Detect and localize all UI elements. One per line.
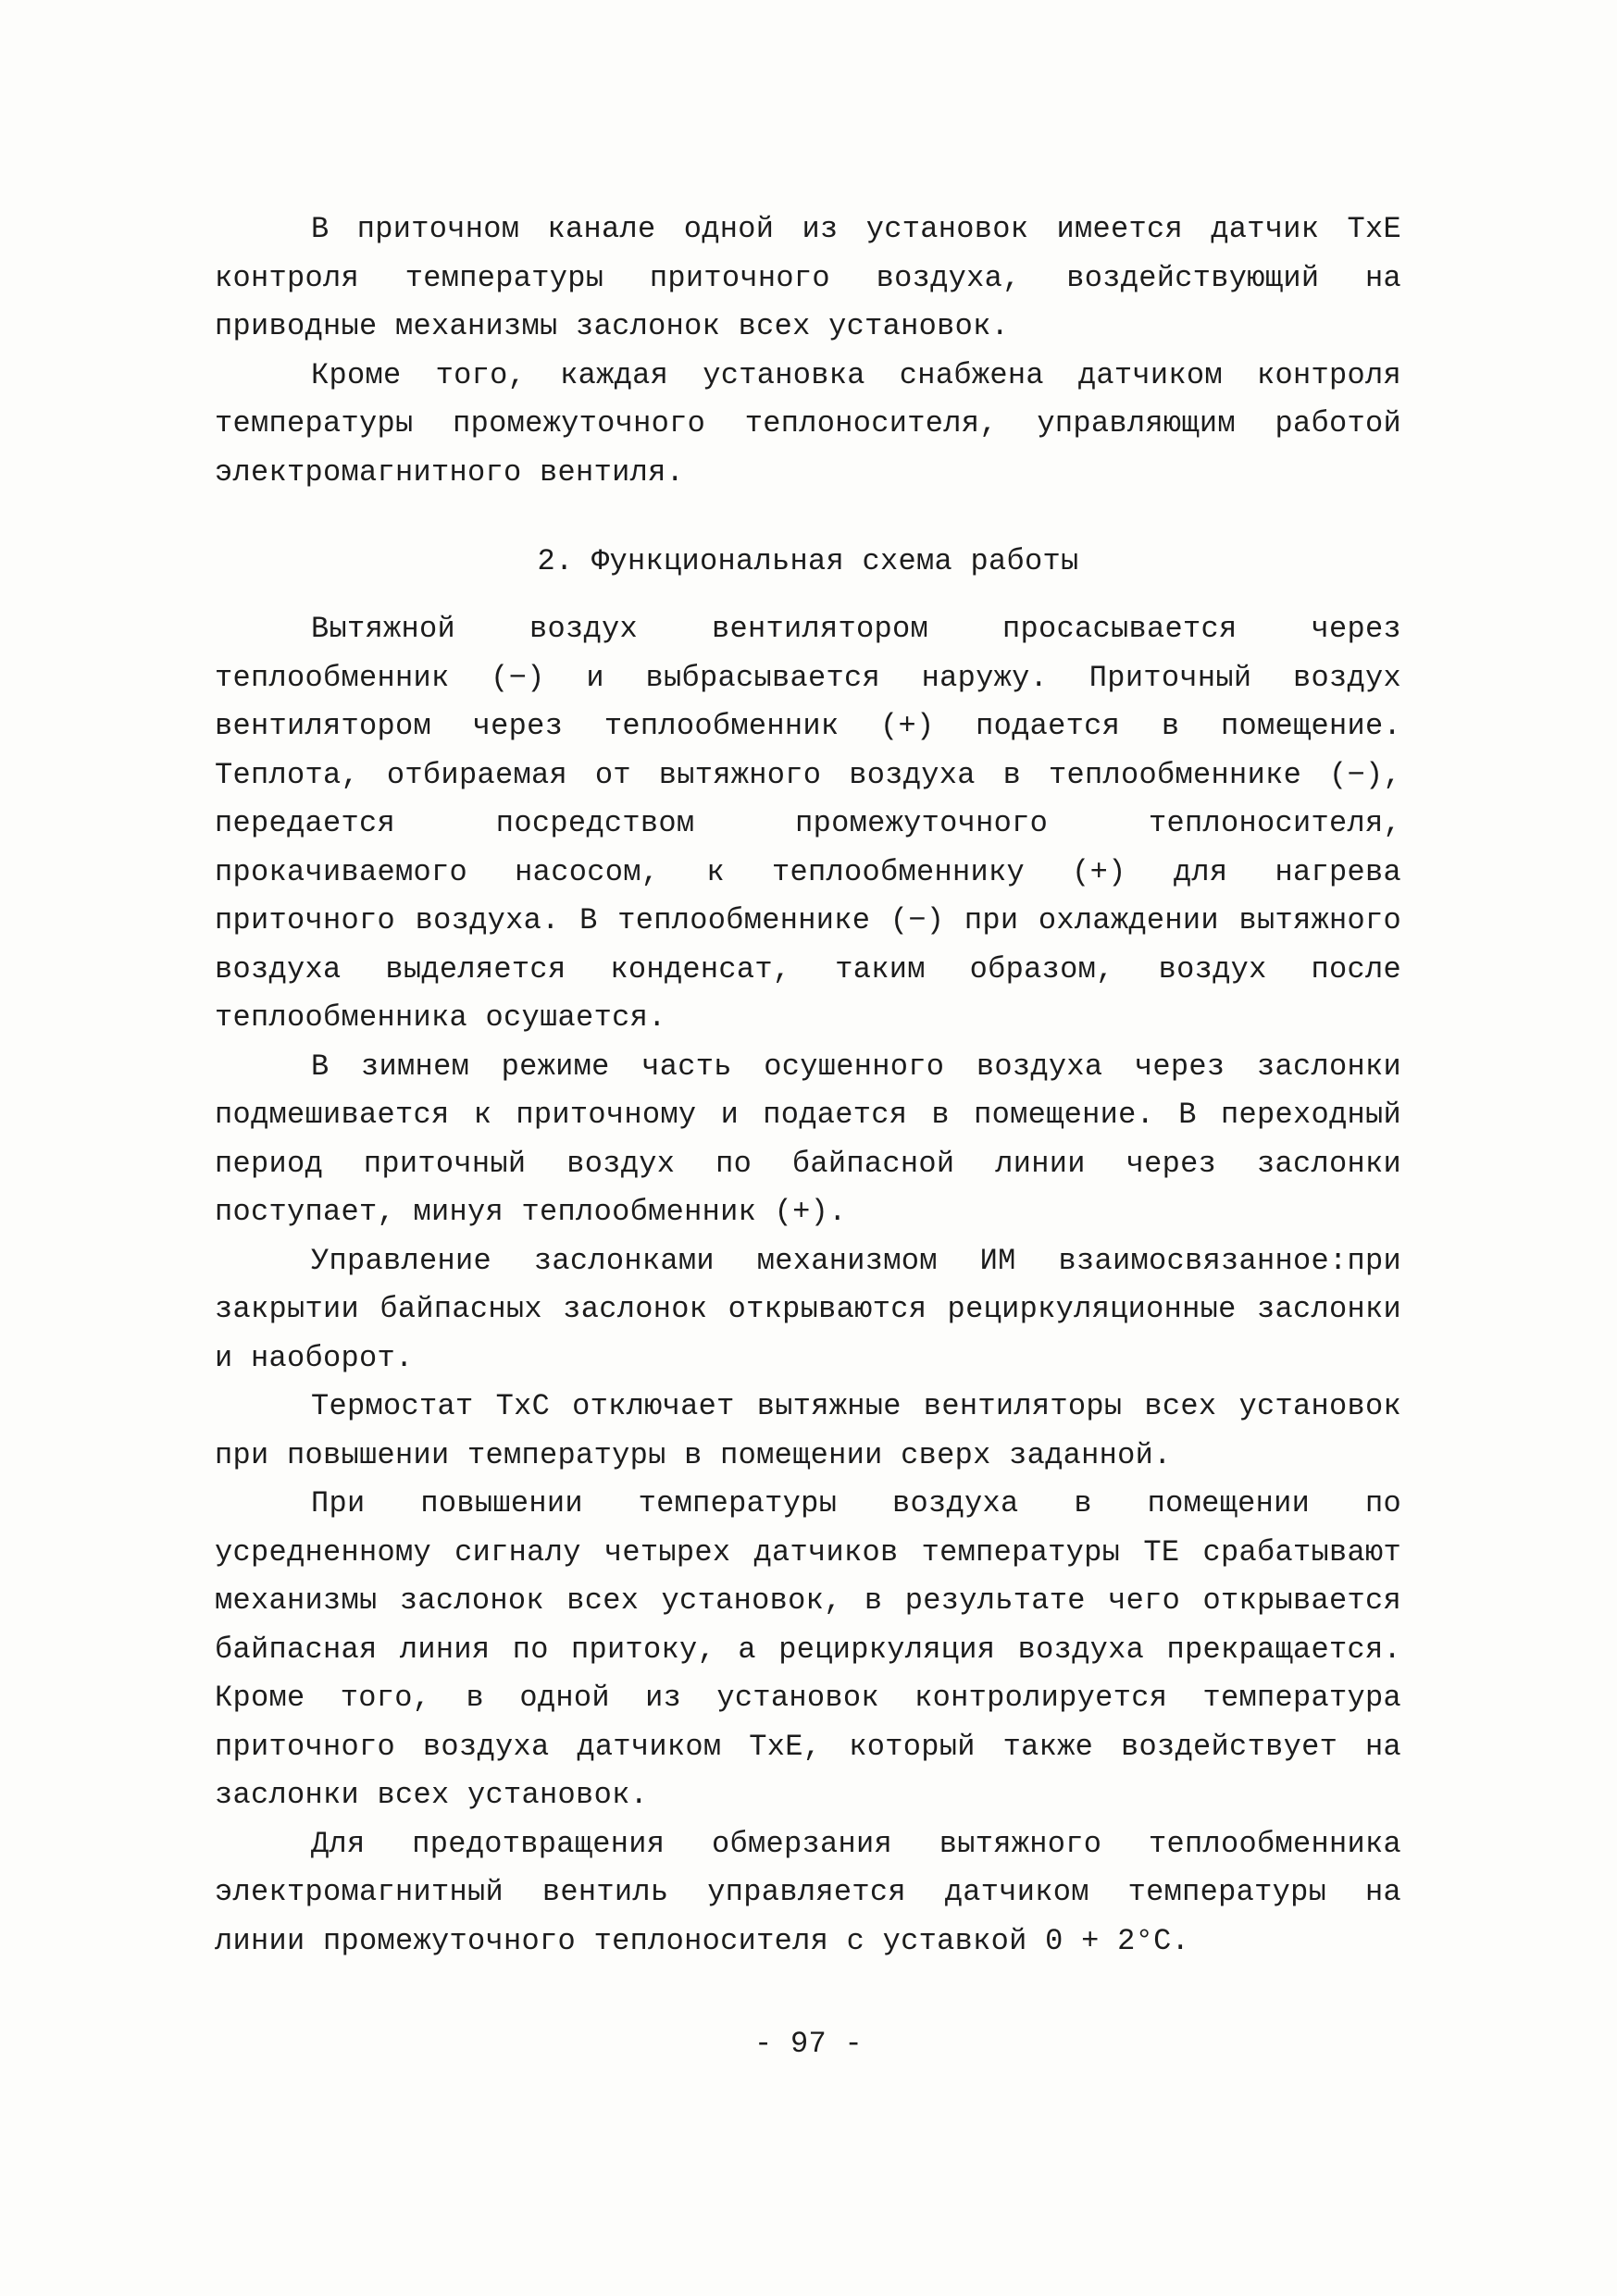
paragraph: В приточном канале одной из установок имеется датчик ТхЕ контроля температуры приточного воздуха, воздействующий на приводные механизмы заслонок всех установок. (215, 212, 1401, 343)
paragraph: Вытяжной воздух вентилятором просасывается через теплообменник (−) и выбрасывается наружу. Приточный воздух вентилятором через теплообменник (+) подается в помещение. Теплота, отбираемая от вытяжного воздуха в теплообменнике (−), передается посредством промежуточного теплоносителя, прокачиваемого насосом, к теплообменнику (+) для нагрева приточного воздуха. В теплообменнике (−) при охлаждении вытяжного воздуха выделяется конденсат, таким образом, воздух после теплообменника осушается. (215, 612, 1401, 1035)
paragraph: Управление заслонками механизмом ИМ взаимосвязанное:при закрытии байпасных заслонок открываются рециркуляционные заслонки и наоборот. (215, 1243, 1401, 1375)
section-heading: 2. Функциональная схема работы (537, 544, 1079, 578)
paragraph: При повышении температуры воздуха в помещении по усредненному сигналу четырех датчиков температуры ТЕ срабатывают механизмы заслонок всех установок, в результате чего открывается байпасная линия по притоку, а рециркуляция воздуха прекращается. Кроме того, в одной из установок контролируется температура приточного воздуха датчиком ТхЕ, который также воздействует на заслонки всех установок. (215, 1486, 1401, 1812)
paragraph: Термостат ТхС отключает вытяжные вентиляторы всех установок при повышении температуры в помещении сверх заданной. (215, 1389, 1401, 1472)
page-number: - 97 - (753, 2027, 864, 2061)
section-body (215, 605, 1401, 1966)
paragraph: Кроме того, каждая установка снабжена датчиком контроля температуры промежуточного теплоносителя, управляющим работой электромагнитного вентиля. (215, 357, 1401, 490)
intro-text (215, 205, 1401, 497)
paragraph: Для предотвращения обмерзания вытяжного теплообменника электромагнитный вентиль управляется датчиком температуры на линии промежуточного теплоносителя с уставкой 0 + 2°С. (215, 1826, 1401, 1958)
paragraph: В зимнем режиме часть осушенного воздуха через заслонки подмешивается к приточному и подается в помещение. В переходный период приточный воздух по байпасной линии через заслонки поступает, минуя теплообменник (+). (215, 1049, 1401, 1229)
